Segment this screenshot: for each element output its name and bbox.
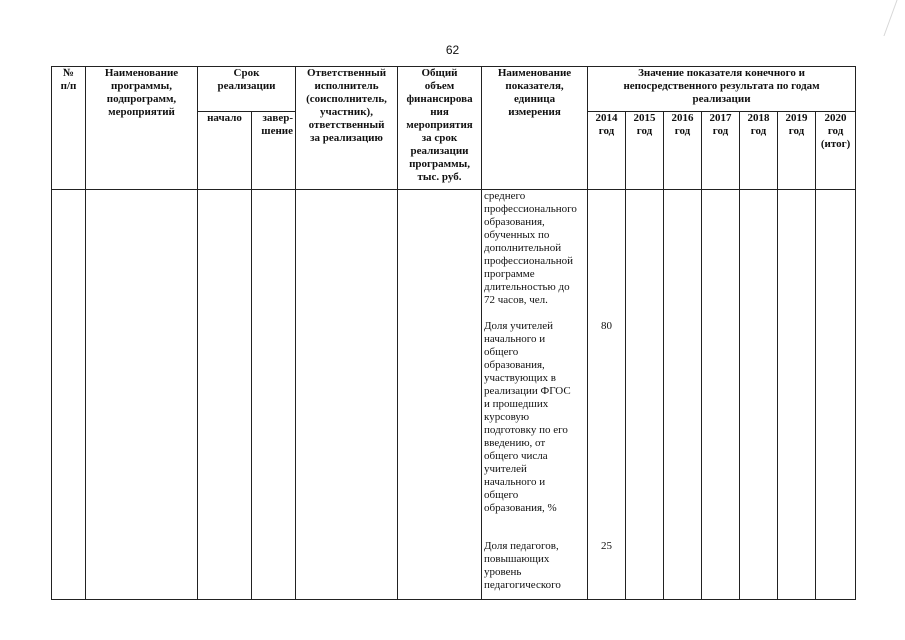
header-term-end-text: завер- шение: [261, 112, 294, 137]
header-indicator-text: Наименование показателя, единица измерения: [497, 67, 572, 118]
cell-executor: [296, 190, 398, 600]
header-indicator: [482, 67, 588, 190]
header-year-2018: [740, 112, 778, 190]
year-label: 2020 год (итог): [820, 112, 851, 150]
header-num: [52, 67, 86, 190]
header-name: [86, 67, 198, 190]
year-label: 2016 год: [671, 112, 694, 137]
year-label: 2017 год: [709, 112, 732, 137]
header-term: [198, 67, 296, 112]
header-values-group: [588, 67, 856, 112]
cell-values-2014: [588, 190, 626, 600]
year-label: 2015 год: [633, 112, 656, 137]
cell-values-2019: [778, 190, 816, 600]
cell-indicators: [482, 190, 588, 600]
header-year-2020: [816, 112, 856, 190]
header-year-2017: [702, 112, 740, 190]
cell-term-start: [198, 190, 252, 600]
header-executor: [296, 67, 398, 190]
year-label: 2018 год: [747, 112, 770, 137]
cell-term-end: [252, 190, 296, 600]
header-name-text: Наименование программы, подпрограмм, мероприятий: [104, 67, 179, 118]
header-term-start: [198, 112, 252, 190]
indicator-value: [590, 190, 623, 320]
header-executor-text: Ответственный исполнитель (соисполнитель, участник), ответственный за реализацию: [306, 67, 387, 144]
header-year-2016: [664, 112, 702, 190]
indicator-value: 80: [601, 320, 613, 332]
header-num-text: № п/п: [60, 67, 77, 92]
header-volume-text: Общий объем финансирова ния мероприятия за срок реализации программы, тыс. руб.: [406, 67, 473, 183]
cell-values-2016: [664, 190, 702, 600]
year-label: 2019 год: [785, 112, 808, 137]
header-term-end: [252, 112, 296, 190]
header-values-group-text: Значение показателя конечного и непосредственного результата по годам реализации: [623, 67, 820, 105]
cell-values-2017: [702, 190, 740, 600]
header-year-2019: [778, 112, 816, 190]
indicator-item: Доля учителей начального и общего образования, участвующих в реализации ФГОС и прошедших курсовую подготовку по его введению, от общего числа учителей начального и общего образования, %: [484, 320, 571, 514]
header-year-2015: [626, 112, 664, 190]
cell-num: [52, 190, 86, 600]
indicator-item: среднего профессионального образования, обученных по дополнительной профессиональной программе длительностью до 72 часов, чел.: [484, 190, 577, 306]
page-number: 62: [445, 43, 460, 57]
scan-edge-mark: [883, 0, 905, 36]
indicator-value: 25: [601, 540, 613, 552]
cell-values-2015: [626, 190, 664, 600]
header-volume: [398, 67, 482, 190]
header-term-text: Срок реализации: [217, 67, 276, 92]
header-term-start-text: начало: [207, 112, 242, 124]
header-year-2014: [588, 112, 626, 190]
indicators-table: [51, 66, 856, 600]
indicator-item: Доля педагогов, повышающих уровень педагогического: [484, 540, 561, 591]
year-label: 2014 год: [595, 112, 618, 137]
cell-values-2020: [816, 190, 856, 600]
cell-name: [86, 190, 198, 600]
cell-volume: [398, 190, 482, 600]
cell-values-2018: [740, 190, 778, 600]
